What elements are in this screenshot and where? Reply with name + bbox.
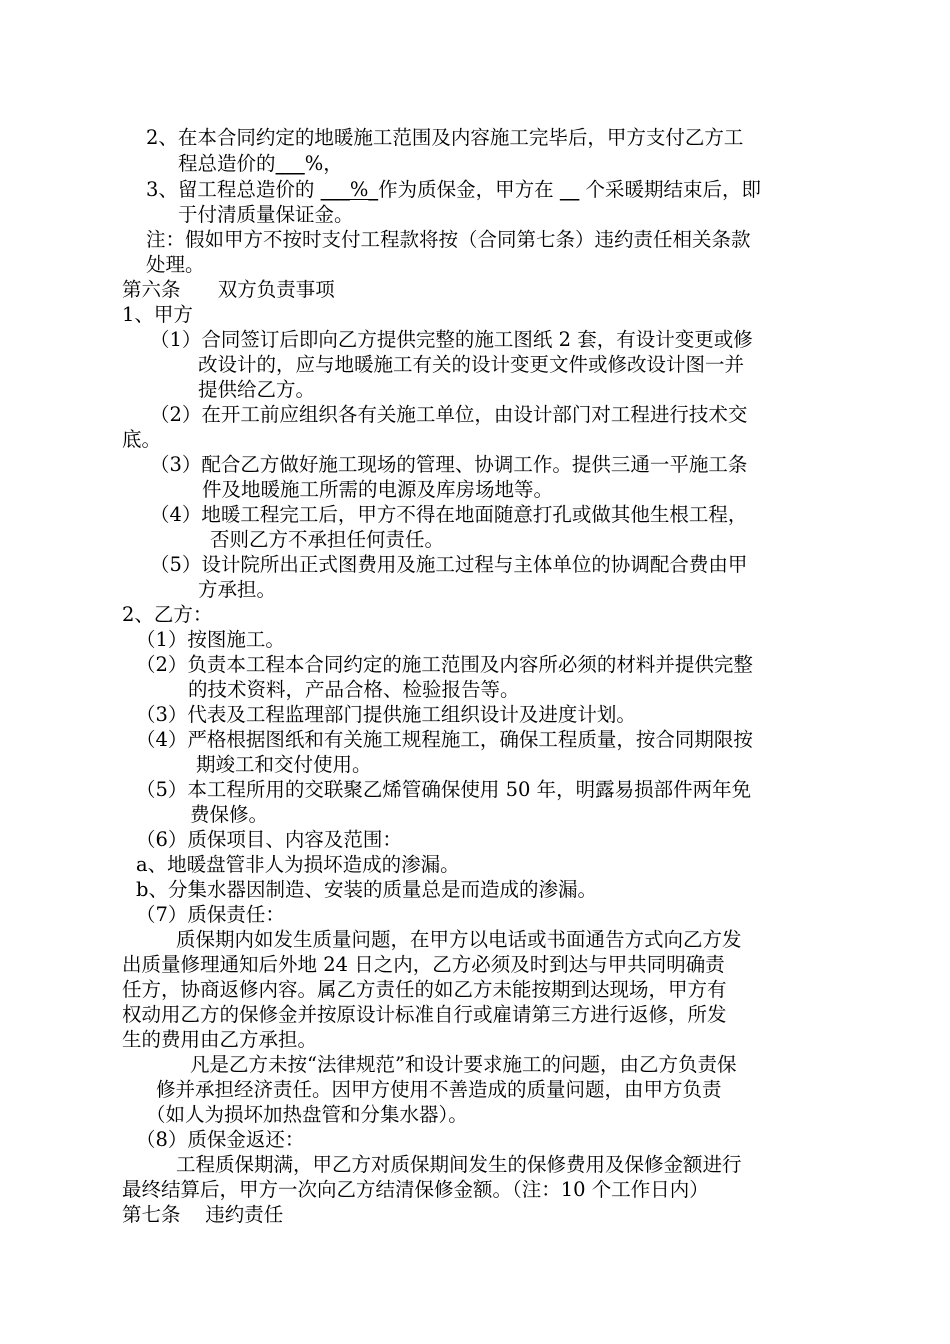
party-a-item1-line1: （1）合同签订后即向乙方提供完整的施工图纸 2 套，有设计变更或修: [150, 328, 753, 351]
warranty-para2-line3: （如人为损坏加热盘管和分集水器）。: [146, 1103, 468, 1126]
party-b-item2-line1: （2）负责本工程本合同约定的施工范围及内容所必须的材料并提供完整: [136, 653, 753, 676]
party-b-item7: （7）质保责任：: [136, 903, 285, 926]
item5-2-line1: 2、在本合同约定的地暖施工范围及内容施工完毕后，甲方支付乙方工: [146, 126, 744, 149]
party-a-item2-line2: 底。: [122, 428, 162, 451]
warranty-para2-line1: 凡是乙方未按“法律规范”和设计要求施工的问题，由乙方负责保: [190, 1053, 737, 1076]
item5-2-line2: 程总造价的___%，: [178, 152, 343, 175]
party-a-item1-line3: 提供给乙方。: [198, 378, 316, 401]
percent-blank: ___: [275, 152, 305, 175]
party-a-item4-line1: （4）地暖工程完工后，甲方不得在地面随意打孔或做其他生根工程，: [150, 503, 748, 526]
item5-3-line1: 3、留工程总造价的 ___%_作为质保金，甲方在 __ 个采暖期结束后，即: [146, 178, 762, 201]
party-a-item2-line1: （2）在开工前应组织各有关施工单位，由设计部门对工程进行技术交: [150, 403, 748, 426]
party-b-item8: （8）质保金返还：: [136, 1128, 305, 1151]
party-b-item3: （3）代表及工程监理部门提供施工组织设计及进度计划。: [136, 703, 636, 726]
note5-line2: 处理。: [146, 253, 205, 276]
party-b-item1: （1）按图施工。: [136, 628, 285, 651]
article6-title: 第六条 双方负责事项: [122, 278, 335, 301]
party-b-item5-line1: （5）本工程所用的交联聚乙烯管确保使用 50 年，明露易损部件两年免: [136, 778, 752, 801]
party-b-item4-line2: 期竣工和交付使用。: [196, 753, 372, 776]
party-a-item3-line2: 件及地暖施工所需的电源及库房场地等。: [202, 478, 554, 501]
retention-percent-blank: ___%_: [320, 178, 379, 201]
party-b-heading: 2、乙方：: [122, 603, 213, 626]
party-b-item5-line2: 费保修。: [190, 803, 269, 826]
refund-para-line2: 最终结算后，甲方一次向乙方结清保修金额。（注：10 个工作日内）: [122, 1178, 709, 1201]
warranty-para1-line2: 出质量修理通知后外地 24 日之内，乙方必须及时到达与甲共同明确责: [122, 953, 725, 976]
item5-3-line2: 于付清质量保证金。: [178, 203, 354, 226]
party-b-item6a: a、地暖盘管非人为损坏造成的渗漏。: [136, 853, 460, 876]
party-a-item5-line1: （5）设计院所出正式图费用及施工过程与主体单位的协调配合费由甲: [150, 553, 748, 576]
note5-line1: 注：假如甲方不按时支付工程款将按（合同第七条）违约责任相关条款: [146, 228, 751, 251]
party-b-item6: （6）质保项目、内容及范围：: [136, 828, 402, 851]
party-a-heading: 1、甲方: [122, 303, 193, 326]
heating-period-blank: __: [559, 178, 580, 201]
party-a-item5-line2: 方承担。: [198, 578, 277, 601]
party-a-item4-line2: 否则乙方不承担任何责任。: [210, 528, 445, 551]
warranty-para2-line2: 修并承担经济责任。因甲方使用不善造成的质量问题，由甲方负责: [156, 1078, 722, 1101]
refund-para-line1: 工程质保期满，甲乙方对质保期间发生的保修费用及保修金额进行: [176, 1153, 742, 1176]
party-b-item4-line1: （4）严格根据图纸和有关施工规程施工，确保工程质量，按合同期限按: [136, 728, 753, 751]
party-b-item2-line2: 的技术资料，产品合格、检验报告等。: [188, 678, 520, 701]
warranty-para1-line4: 权动用乙方的保修金并按原设计标准自行或雇请第三方进行返修，所发: [122, 1003, 727, 1026]
article7-title: 第七条 违约责任: [122, 1203, 284, 1226]
party-a-item3-line1: （3）配合乙方做好施工现场的管理、协调工作。提供三通一平施工条: [150, 453, 748, 476]
warranty-para1-line3: 任方，协商返修内容。属乙方责任的如乙方未能按期到达现场，甲方有: [122, 978, 727, 1001]
warranty-para1-line1: 质保期内如发生质量问题，在甲方以电话或书面通告方式向乙方发: [176, 928, 742, 951]
party-b-item6b: b、分集水器因制造、安装的质量总是而造成的渗漏。: [136, 878, 597, 901]
party-a-item1-line2: 改设计的，应与地暖施工有关的设计变更文件或修改设计图一并: [198, 353, 745, 376]
warranty-para1-line5: 生的费用由乙方承担。: [122, 1028, 318, 1051]
